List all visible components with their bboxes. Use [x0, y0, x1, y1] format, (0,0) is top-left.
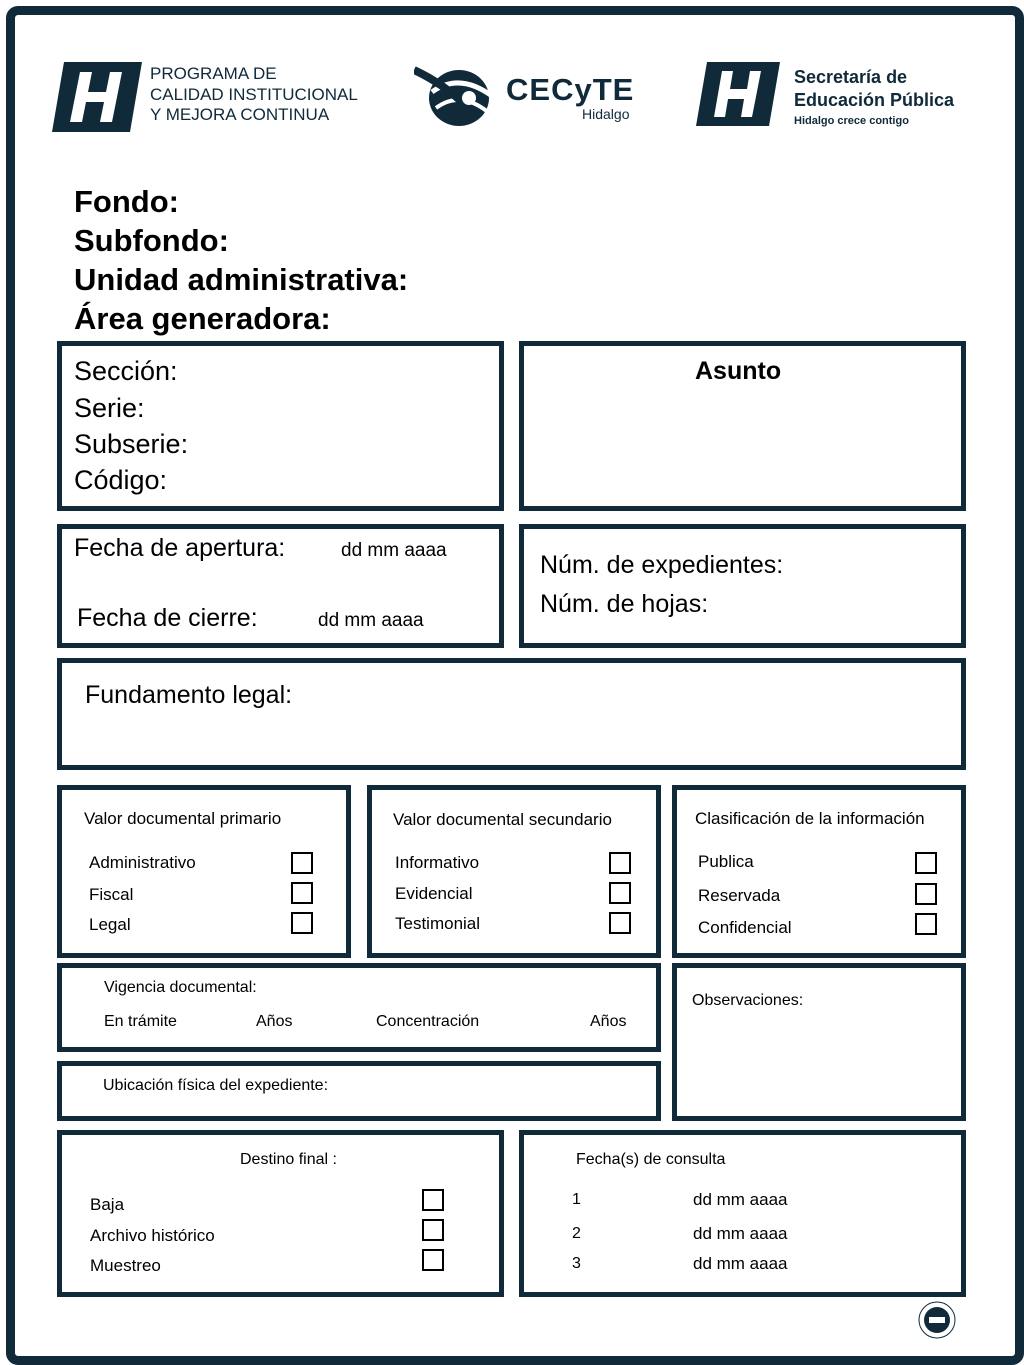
- valor-secundario-title: Valor documental secundario: [393, 810, 612, 829]
- evidencial-checkbox[interactable]: [609, 882, 631, 904]
- consulta-num-3: 3: [572, 1255, 581, 1272]
- opcion-muestreo: Muestreo: [90, 1256, 161, 1275]
- num-hojas-label: Núm. de hojas:: [540, 590, 709, 618]
- seccion-label: Sección:: [74, 356, 178, 386]
- opcion-informativo: Informativo: [395, 853, 480, 872]
- sep-line-1: Secretaría de: [794, 67, 908, 87]
- fiscal-checkbox[interactable]: [291, 882, 313, 904]
- asunto-label: Asunto: [695, 357, 782, 385]
- consulta-format-2: dd mm aaaa: [693, 1224, 788, 1243]
- cecyte-sub: Hidalgo: [582, 106, 630, 122]
- opcion-publica: Publica: [698, 852, 754, 871]
- vigencia-title: Vigencia documental:: [104, 979, 257, 996]
- opcion-reservada: Reservada: [698, 886, 781, 905]
- area-label: Área generadora:: [74, 301, 331, 336]
- consulta-format-1: dd mm aaaa: [693, 1190, 788, 1209]
- programa-line-2: CALIDAD INSTITUCIONAL: [150, 84, 358, 104]
- consulta-num-2: 2: [572, 1225, 581, 1242]
- valor-primario-title: Valor documental primario: [84, 809, 282, 828]
- subfondo-label: Subfondo:: [74, 223, 229, 258]
- legal-checkbox[interactable]: [291, 912, 313, 934]
- muestreo-checkbox[interactable]: [422, 1249, 444, 1271]
- informativo-checkbox[interactable]: [609, 852, 631, 874]
- sep-text: [794, 66, 954, 112]
- baja-checkbox[interactable]: [422, 1189, 444, 1211]
- fecha-cierre-format: dd mm aaaa: [318, 610, 424, 631]
- programa-line-3: Y MEJORA CONTINUA: [150, 105, 330, 124]
- sep-line-2: Educación Pública: [794, 90, 955, 110]
- subserie-label: Subserie:: [74, 429, 189, 459]
- opcion-baja: Baja: [90, 1195, 125, 1214]
- clasificacion-title: Clasificación de la información: [695, 809, 925, 828]
- serie-label: Serie:: [74, 393, 145, 423]
- opcion-evidencial: Evidencial: [395, 884, 473, 903]
- consulta-num-1: 1: [572, 1191, 581, 1208]
- cecyte-globe-logo-icon: [414, 62, 504, 130]
- fecha-cierre-label: Fecha de cierre:: [77, 604, 258, 632]
- observaciones-label: Observaciones:: [692, 992, 804, 1009]
- ubicacion-label: Ubicación física del expediente:: [103, 1077, 329, 1094]
- opcion-confidencial: Confidencial: [698, 918, 792, 937]
- opcion-archivo-historico: Archivo histórico: [90, 1226, 215, 1245]
- en-tramite-label: En trámite: [104, 1013, 177, 1030]
- archivo-historico-checkbox[interactable]: [422, 1219, 444, 1241]
- opcion-administrativo: Administrativo: [89, 853, 196, 872]
- fecha-apertura-label: Fecha de apertura:: [74, 534, 286, 562]
- concentracion-label: Concentración: [376, 1013, 480, 1030]
- unidad-label: Unidad administrativa:: [74, 262, 409, 297]
- numeros-box: [519, 524, 966, 648]
- hidalgo-h-logo-icon: [52, 62, 142, 132]
- codigo-label: Código:: [74, 465, 168, 495]
- fundamento-box: [57, 658, 966, 770]
- fondo-label: Fondo:: [74, 184, 180, 219]
- consulta-format-3: dd mm aaaa: [693, 1254, 788, 1273]
- fundamento-label: Fundamento legal:: [85, 681, 293, 709]
- fecha-apertura-format: dd mm aaaa: [341, 540, 447, 561]
- administrativo-checkbox[interactable]: [291, 852, 313, 874]
- consulta-title: Fecha(s) de consulta: [576, 1151, 726, 1168]
- confidencial-checkbox[interactable]: [915, 913, 937, 935]
- num-expedientes-label: Núm. de expedientes:: [540, 551, 784, 579]
- observaciones-box: [672, 963, 966, 1121]
- reservada-checkbox[interactable]: [915, 883, 937, 905]
- sep-slogan: Hidalgo crece contigo: [794, 115, 909, 127]
- vigencia-box: [57, 963, 661, 1052]
- iso-9001-seal-icon: [918, 1300, 956, 1340]
- sep-h-logo-icon: [696, 62, 780, 126]
- opcion-legal: Legal: [89, 915, 131, 934]
- opcion-testimonial: Testimonial: [395, 914, 481, 933]
- publica-checkbox[interactable]: [915, 852, 937, 874]
- anos-label-2: Años: [590, 1013, 627, 1030]
- programa-line-1: PROGRAMA DE: [150, 64, 277, 83]
- anos-label-1: Años: [256, 1013, 293, 1030]
- testimonial-checkbox[interactable]: [609, 912, 631, 934]
- opcion-fiscal: Fiscal: [89, 885, 134, 904]
- programa-calidad-text: [150, 64, 358, 126]
- destino-title: Destino final :: [240, 1151, 337, 1168]
- cecyte-name: CECyTE: [506, 72, 635, 107]
